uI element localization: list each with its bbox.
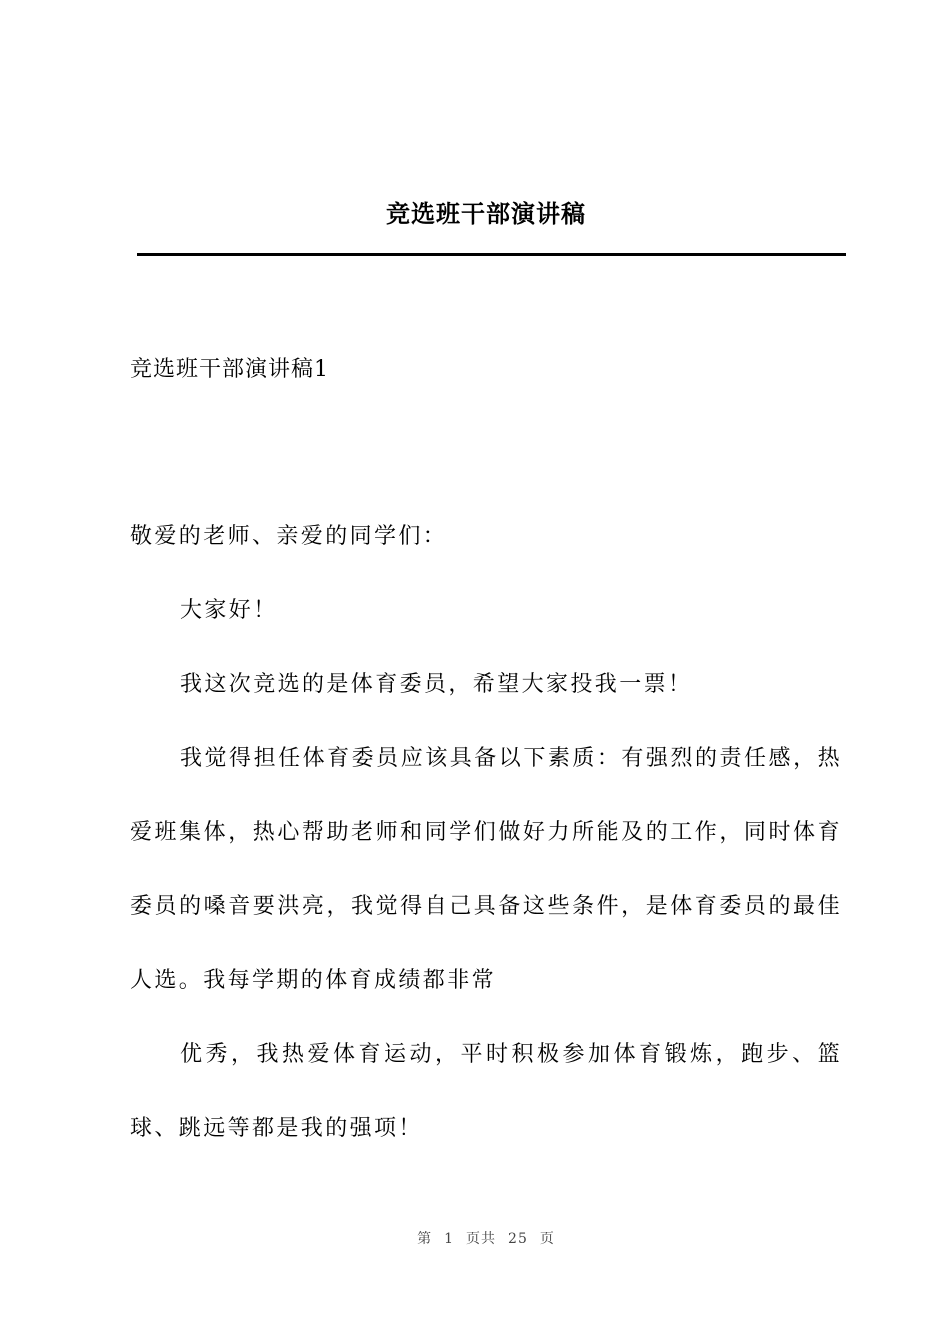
footer-prefix: 第 (417, 1231, 433, 1247)
footer-page-number: 1 (444, 1231, 455, 1247)
paragraph-greeting: 大家好！ (180, 598, 278, 623)
page-footer (0, 1228, 950, 1248)
paragraph-qualities: 我觉得担任体育委员应该具备以下素质：有强烈的责任感，热爱班集体，热心帮助老师和同学们做好力所能及的工作，同时体育委员的嗓音要洪亮，我觉得自己具备这些条件，是体育委员的最佳人选。我每学期的体育成绩都非常 (130, 746, 842, 993)
paragraph-strengths: 优秀，我热爱体育运动，平时积极参加体育锻炼，跑步、篮球、跳远等都是我的强项！ (130, 1042, 842, 1141)
section-heading: 竞选班干部演讲稿1 (130, 357, 329, 382)
title-divider (137, 253, 846, 256)
footer-middle: 页共 (466, 1231, 497, 1247)
footer-suffix: 页 (539, 1231, 555, 1247)
document-body (130, 500, 842, 1166)
footer-total-pages: 25 (508, 1231, 528, 1247)
document-title: 竞选班干部演讲稿 (386, 200, 586, 228)
paragraph-candidacy: 我这次竞选的是体育委员，希望大家投我一票！ (180, 672, 693, 697)
salutation: 敬爱的老师、亲爱的同学们： (130, 524, 448, 549)
